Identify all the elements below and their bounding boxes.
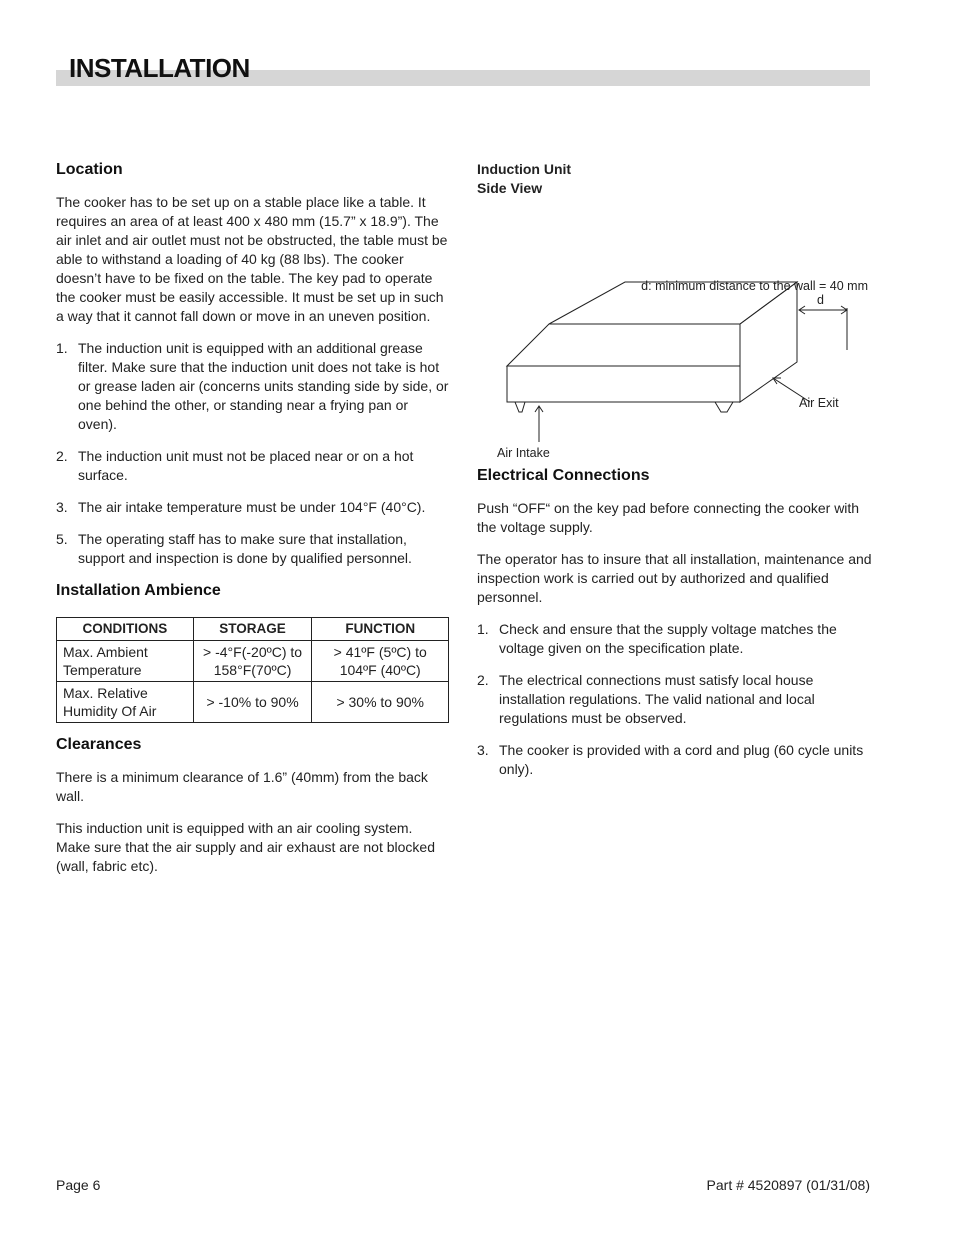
table-cell: Max. Ambient Temperature [57, 641, 194, 682]
unit-front-face [507, 366, 740, 402]
list-text: Check and ensure that the supply voltage matches the voltage given on the specification plate. [499, 621, 837, 656]
unit-side-face [740, 282, 797, 402]
clearances-heading: Clearances [56, 736, 142, 753]
diagram-drawing [477, 206, 877, 446]
diagram-caption-line: Induction Unit [477, 161, 572, 177]
d-label: d [817, 293, 824, 307]
location-intro: The cooker has to be set up on a stable place like a table. It requires an area of at least 400 x 480 mm (15.7” x 18.9”). The air inlet and air outlet must not be obstructed, the table must be able to withstand a loading of 40 kg (88 lbs). The cooker doesn’t have to be fixed on the table. The key pad to operate the cooker must be easily accessible. It must be set up in such a way that it cannot fall down or move in an uneven position. [56, 194, 448, 324]
list-item [56, 447, 450, 485]
table-cell: > -4°F(-20ºC) to 158°F(70ºC) [193, 641, 312, 682]
table-row [57, 682, 449, 723]
page-title: INSTALLATION [69, 53, 250, 83]
table-cell: Max. Relative Humidity Of Air [57, 682, 194, 723]
unit-foot-left [515, 402, 525, 412]
list-item [56, 530, 450, 568]
list-number: 1. [477, 621, 489, 637]
diagram-caption-line: Side View [477, 180, 543, 196]
table-cell: > -10% to 90% [193, 682, 312, 723]
induction-unit-side-view-diagram [477, 206, 877, 460]
ambience-heading: Installation Ambience [56, 582, 221, 599]
list-item [56, 339, 450, 434]
ambience-table [56, 617, 449, 723]
list-text: The induction unit is equipped with an additional grease filter. Make sure that the induction unit does not take is hot or grease laden air (concerns units standing side by side, or one behind the other, or standing near a frying pan or oven). [78, 340, 449, 432]
clearances-paragraph: This induction unit is equipped with an air cooling system. Make sure that the air supply and air exhaust are not blocked (wall, fabric etc). [56, 820, 435, 874]
list-text: The cooker is provided with a cord and plug (60 cycle units only). [499, 742, 864, 777]
unit-top-face [507, 324, 740, 366]
list-item [477, 620, 877, 658]
electrical-paragraph: Push “OFF“ on the key pad before connecting the cooker with the voltage supply. [477, 500, 860, 535]
electrical-paragraph: The operator has to insure that all installation, maintenance and inspection work is carried out by authorized and qualified personnel. [477, 551, 872, 605]
list-text: The induction unit must not be placed near or on a hot surface. [78, 448, 414, 483]
list-number: 3. [56, 499, 68, 515]
air-intake-label: Air Intake [497, 446, 550, 460]
list-text: The operating staff has to make sure that installation, support and inspection is done by qualified personnel. [78, 531, 412, 566]
unit-foot-right [715, 402, 733, 412]
column-header: STORAGE [193, 618, 312, 641]
electrical-list [477, 620, 877, 779]
list-item [477, 671, 877, 728]
column-header: CONDITIONS [57, 618, 194, 641]
location-heading: Location [56, 161, 123, 178]
list-number: 2. [56, 448, 68, 464]
list-number: 1. [56, 340, 68, 356]
clearances-paragraph: There is a minimum clearance of 1.6” (40mm) from the back wall. [56, 769, 428, 804]
list-text: The air intake temperature must be under 104°F (40°C). [78, 499, 426, 515]
list-text: The electrical connections must satisfy local house installation regulations. The valid national and local regulations must be observed. [499, 672, 815, 726]
page-number: Page 6 [56, 1177, 101, 1193]
list-item [56, 498, 450, 517]
table-row [57, 641, 449, 682]
list-number: 2. [477, 672, 489, 688]
location-list [56, 339, 450, 568]
air-exit-label: Air Exit [799, 396, 839, 410]
left-column [56, 160, 450, 889]
list-number: 5. [56, 531, 68, 547]
list-number: 3. [477, 742, 489, 758]
part-number: Part # 4520897 (01/31/08) [706, 1177, 870, 1193]
diagram-caption [477, 160, 877, 198]
right-column [477, 160, 877, 792]
column-header: FUNCTION [312, 618, 449, 641]
table-header-row [57, 618, 449, 641]
electrical-heading: Electrical Connections [477, 467, 650, 484]
table-cell: > 41ºF (5ºC) to 104ºF (40ºC) [312, 641, 449, 682]
distance-label: d: minimum distance to the wall = 40 mm [641, 279, 868, 293]
table-cell: > 30% to 90% [312, 682, 449, 723]
list-item [477, 741, 877, 779]
